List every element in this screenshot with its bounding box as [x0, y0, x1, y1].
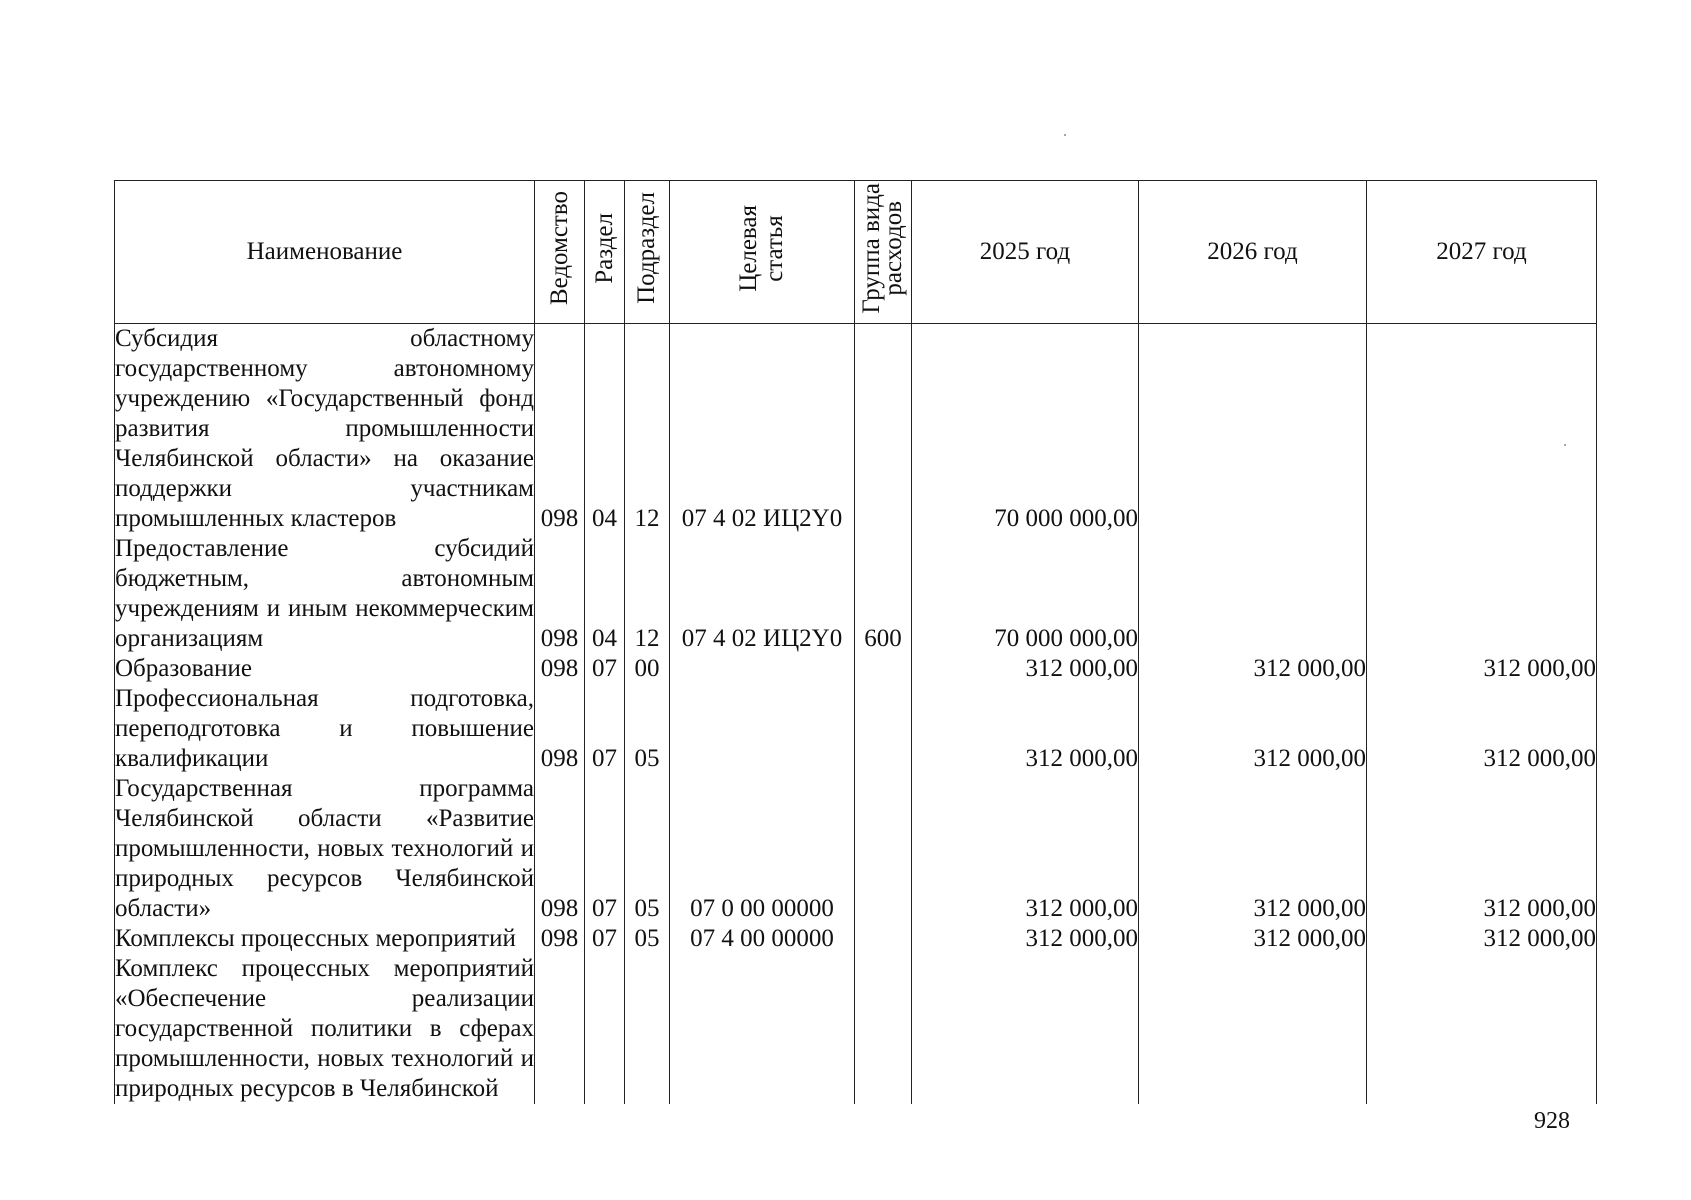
row-podrazdel: 12	[625, 534, 670, 654]
header-celevaya-label: Целевая статья	[735, 204, 788, 292]
header-podrazdel-label: Подраздел	[633, 192, 660, 304]
header-2027-label: 2027 год	[1436, 238, 1527, 265]
table-row	[115, 954, 1597, 1104]
row-gruppa-vida-rashodov	[855, 774, 912, 924]
row-name: Государственная программа Челябинской области «Развитие промышленности, новых технологий и природных ресурсов Челябинской области»	[115, 775, 534, 922]
row-gruppa-vida-rashodov	[855, 654, 912, 684]
row-amount-2027: 312 000,00	[1367, 654, 1597, 684]
row-celevaya-statya	[670, 684, 855, 774]
header-razdel	[585, 181, 625, 324]
row-amount-2027	[1367, 534, 1597, 654]
row-name: Комплексы процессных мероприятий	[115, 924, 535, 954]
row-podrazdel: 05	[625, 924, 670, 954]
row-razdel: 04	[585, 534, 625, 654]
row-vedomstvo	[535, 954, 585, 1104]
header-vedomstvo-label: Ведомство	[545, 190, 573, 306]
row-amount-2026	[1139, 324, 1367, 535]
row-razdel: 07	[585, 774, 625, 924]
row-razdel: 04	[585, 324, 625, 535]
row-amount-2026: 312 000,00	[1139, 774, 1367, 924]
scan-speck	[1064, 134, 1066, 136]
header-gruppa-label: Группа вида расходов	[858, 182, 907, 314]
header-gruppa-vida-rashodov	[855, 181, 912, 324]
row-amount-2025	[912, 954, 1139, 1104]
header-name	[115, 181, 535, 324]
header-vedomstvo	[535, 181, 585, 324]
row-celevaya-statya	[670, 954, 855, 1104]
header-razdel-label: Раздел	[590, 212, 618, 284]
row-amount-2026	[1139, 534, 1367, 654]
scan-speck	[1564, 444, 1566, 446]
row-amount-2025: 70 000 000,00	[912, 534, 1139, 654]
row-razdel: 07	[585, 654, 625, 684]
row-name: Предоставление субсидий бюджетным, автономным учреждениям и иным некоммерческим организациям	[115, 535, 534, 652]
row-celevaya-statya	[670, 654, 855, 684]
row-amount-2027: 312 000,00	[1367, 684, 1597, 774]
table-row	[115, 924, 1597, 954]
row-razdel: 07	[585, 684, 625, 774]
row-celevaya-statya: 07 0 00 00000	[670, 774, 855, 924]
row-name: Образование	[115, 654, 535, 684]
row-celevaya-statya: 07 4 00 00000	[670, 924, 855, 954]
row-amount-2026: 312 000,00	[1139, 654, 1367, 684]
page-number: 928	[1534, 1108, 1570, 1134]
header-podrazdel	[625, 181, 670, 324]
row-amount-2025: 312 000,00	[912, 654, 1139, 684]
row-gruppa-vida-rashodov	[855, 924, 912, 954]
row-podrazdel: 05	[625, 684, 670, 774]
row-amount-2027	[1367, 954, 1597, 1104]
row-name: Комплекс процессных мероприятий «Обеспечение реализации государственной политики в сферах промышленности, новых технологий и природных ресурсов в Челябинской	[115, 955, 534, 1102]
table-row	[115, 534, 1597, 654]
row-amount-2026	[1139, 954, 1367, 1104]
row-vedomstvo: 098	[535, 654, 585, 684]
row-amount-2025: 312 000,00	[912, 774, 1139, 924]
row-gruppa-vida-rashodov: 600	[855, 534, 912, 654]
table-row	[115, 684, 1597, 774]
row-amount-2026: 312 000,00	[1139, 924, 1367, 954]
header-2027	[1367, 181, 1597, 324]
row-vedomstvo: 098	[535, 684, 585, 774]
row-amount-2026: 312 000,00	[1139, 684, 1367, 774]
table-header-row	[115, 181, 1597, 324]
row-podrazdel: 12	[625, 324, 670, 535]
row-podrazdel: 00	[625, 654, 670, 684]
header-name-label: Наименование	[246, 238, 403, 265]
header-2025-label: 2025 год	[979, 238, 1071, 265]
table-row	[115, 774, 1597, 924]
header-2025	[912, 181, 1139, 324]
row-amount-2027: 312 000,00	[1367, 924, 1597, 954]
row-vedomstvo: 098	[535, 774, 585, 924]
table-row	[115, 654, 1597, 684]
row-amount-2025: 312 000,00	[912, 924, 1139, 954]
row-amount-2027: 312 000,00	[1367, 774, 1597, 924]
row-celevaya-statya: 07 4 02 ИЦ2Y0	[670, 534, 855, 654]
row-amount-2027	[1367, 324, 1597, 535]
row-razdel: 07	[585, 924, 625, 954]
row-vedomstvo: 098	[535, 534, 585, 654]
row-celevaya-statya: 07 4 02 ИЦ2Y0	[670, 324, 855, 535]
row-podrazdel: 05	[625, 774, 670, 924]
row-vedomstvo: 098	[535, 924, 585, 954]
row-gruppa-vida-rashodov	[855, 954, 912, 1104]
header-2026	[1139, 181, 1367, 324]
row-gruppa-vida-rashodov	[855, 684, 912, 774]
table-row	[115, 324, 1597, 535]
row-podrazdel	[625, 954, 670, 1104]
row-vedomstvo: 098	[535, 324, 585, 535]
row-name: Субсидия областному государственному автономному учреждению «Государственный фонд развития промышленности Челябинской области» на оказание поддержки участникам промышленных кластеров	[115, 325, 534, 532]
row-name: Профессиональная подготовка, переподготовка и повышение квалификации	[115, 685, 534, 772]
row-razdel	[585, 954, 625, 1104]
row-gruppa-vida-rashodov	[855, 324, 912, 535]
row-amount-2025: 70 000 000,00	[912, 324, 1139, 535]
budget-table	[114, 180, 1597, 1104]
header-celevaya-statya	[670, 181, 855, 324]
header-2026-label: 2026 год	[1207, 238, 1298, 265]
row-amount-2025: 312 000,00	[912, 684, 1139, 774]
